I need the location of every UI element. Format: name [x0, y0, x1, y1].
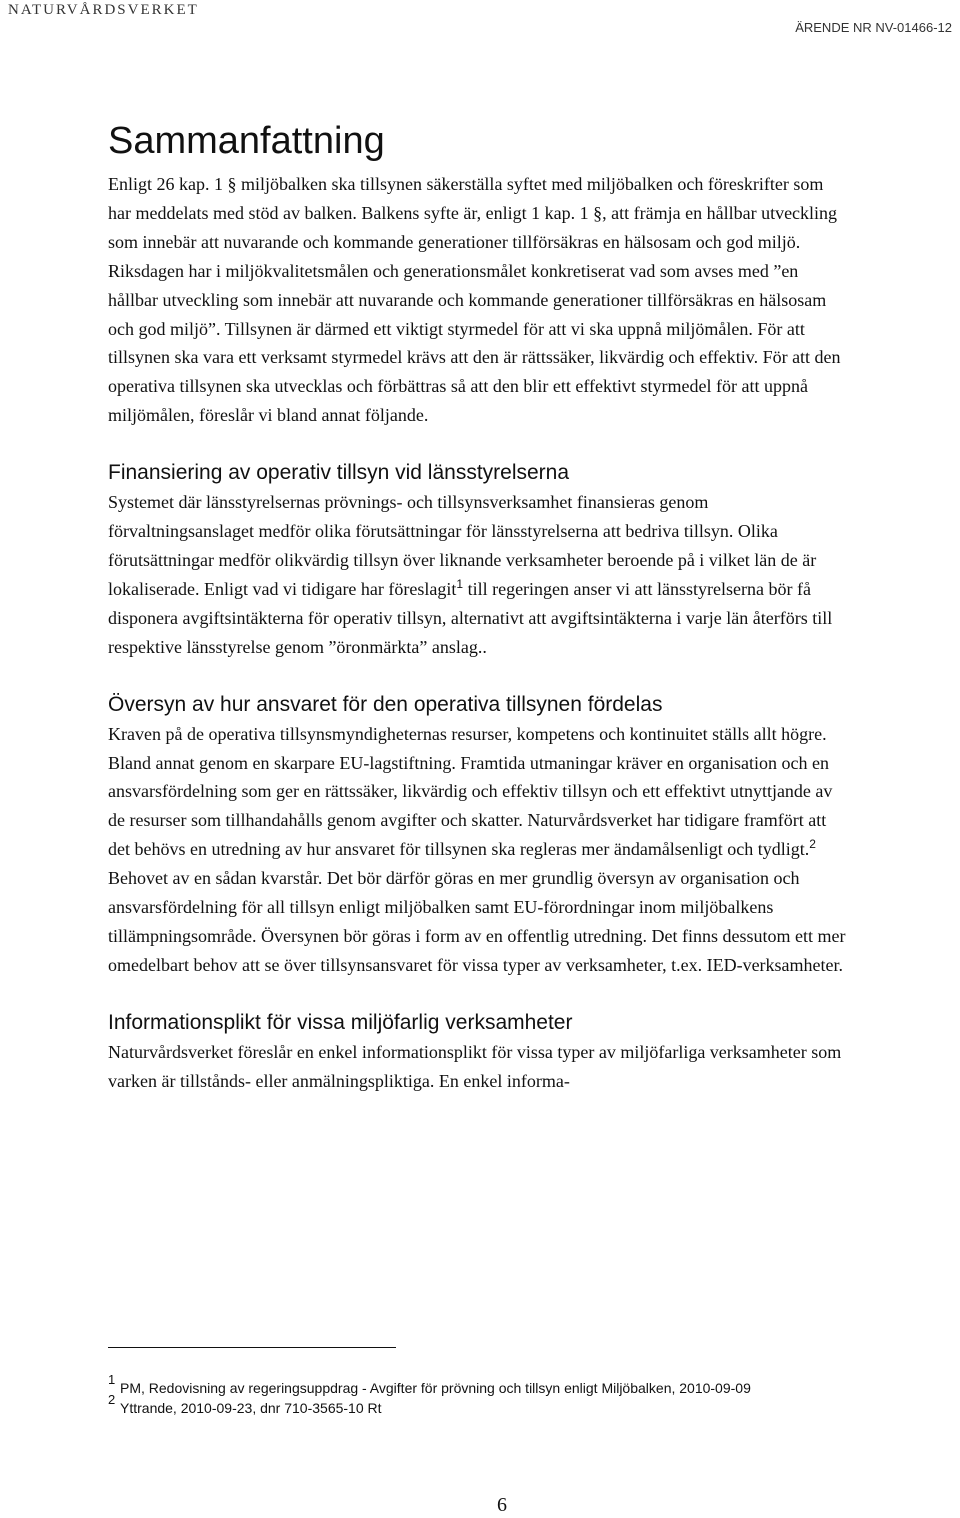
- page-number: 6: [497, 1494, 507, 1516]
- footnote-1: [108, 1372, 868, 1398]
- paragraph-sammanfattning: Enligt 26 kap. 1 § miljöbalken ska tillsynen säkerställa syftet med miljöbalken och föreskrifter som har meddelats med stöd av balken. Balkens syfte är, enligt 1 kap. 1 §, att främja en hållbar utveckling som innebär att nuvarande och kommande generationer tillförsäkras en hälsosam och god miljö. Riksdagen har i miljökvalitetsmålen och generationsmålet konkretiserat vad som avses med ”en hållbar utveckling som innebär att nuvarande och kommande generationer tillförsäkras en hälsosam och god miljö”. Tillsynen är därmed ett viktigt styrmedel för att vi ska uppnå miljömålen. För att tillsynen ska vara ett verksamt styrmedel krävs att den är rättssäker, likvärdig och effektiv. För att den operativa tillsynen ska utvecklas och förbättras så att den blir ett effektivt styrmedel för att uppnå miljömålen, föreslår vi bland annat följande.: [108, 174, 841, 426]
- organization-name: NATURVÅRDSVERKET: [8, 2, 199, 18]
- document-body: [108, 116, 848, 1096]
- footnote-ref-1[interactable]: 1: [456, 576, 464, 591]
- footnote-text: Yttrande, 2010-09-23, dnr 710-3565-10 Rt: [120, 1400, 382, 1416]
- section-title-finansiering: Finansiering av operativ tillsyn vid länsstyrelserna: [108, 461, 570, 485]
- section-title-informationsplikt: Informationsplikt för vissa miljöfarlig verksamheter: [108, 1010, 573, 1034]
- paragraph-text: Systemet där länsstyrelsernas prövnings- och tillsynsverksamhet finansieras genom förvaltningsanslaget medför olika förutsättningar för länsstyrelserna att bedriva tillsyn. Olika förutsättningar medför olikvärdig tillsyn över liknande verksamheter beroende på i vilket län de är lokaliserade. Enligt vad vi tidigare har föreslagit: [108, 492, 817, 599]
- footnote-2: [108, 1392, 868, 1418]
- footnote-number: 1: [108, 1372, 116, 1387]
- footnote-text: PM, Redovisning av regeringsuppdrag - Avgifter för prövning och tillsyn enligt Miljöbalken, 2010-09-09: [120, 1380, 751, 1396]
- paragraph-finansiering: [108, 488, 848, 661]
- footnote-ref-2[interactable]: 2: [809, 837, 816, 852]
- paragraph-text: Behovet av en sådan kvarstår. Det bör därför göras en mer grundlig översyn av organisation och ansvarsfördelning för all tillsyn enligt miljöbalken samt EU-förordningar inom miljöbalkens tillämpningsområde. Översynen bör göras i form av en offentlig utredning. Det finns dessutom ett mer omedelbart behov att se över tillsynsansvaret för vissa typer av verksamheter, t.ex. IED-verksamheter.: [108, 868, 846, 975]
- section-title-sammanfattning: Sammanfattning: [108, 120, 385, 162]
- paragraph-oversyn: [108, 720, 848, 980]
- case-number: ÄRENDE NR NV-01466-12: [795, 20, 952, 35]
- paragraph-text: till regeringen anser vi att länsstyrelserna bör få disponera avgiftsintäkterna för operativ tillsyn, alternativt att avgiftsintäkterna i varje län återförs till respektive länsstyrelse genom ”öronmärkta” anslag..: [108, 578, 833, 657]
- footnote-number: 2: [108, 1392, 116, 1407]
- footnote-separator: [108, 1347, 396, 1348]
- section-title-oversyn: Översyn av hur ansvaret för den operativa tillsynen fördelas: [108, 692, 663, 716]
- paragraph-informationsplikt: Naturvårdsverket föreslår en enkel informationsplikt för vissa typer av miljöfarliga verksamheter som varken är tillstånds- eller anmälningspliktiga. En enkel informa-: [108, 1041, 842, 1091]
- paragraph-text: Kraven på de operativa tillsynsmyndigheternas resurser, kompetens och kontinuitet ställs allt högre. Bland annat genom en skarpare EU-lagstiftning. Framtida utmaningar kräver en organisation och en ansvarsfördelning som ger en rättssäker, likvärdig och effektiv tillsyn och ett effektivt utnyttjande av de resurser som tillhandahålls genom avgifter och skatter. Naturvårdsverket har tidigare framfört att det behövs en utredning av hur ansvaret för tillsynen ska regleras mer ändamålsenligt och tydligt.: [108, 723, 833, 860]
- footnotes: [108, 1372, 868, 1418]
